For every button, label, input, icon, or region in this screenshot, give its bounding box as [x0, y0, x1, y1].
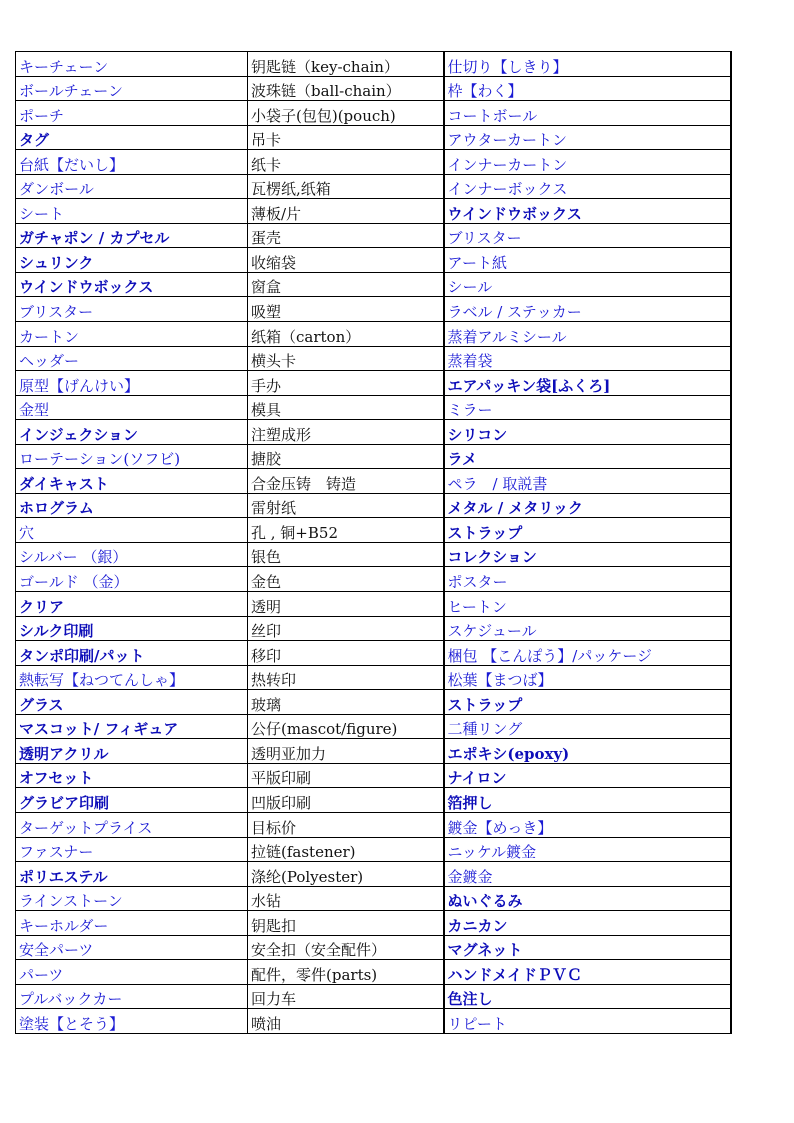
japanese-term-cell-right: ペラ / 取説書 — [444, 469, 731, 494]
chinese-term-cell: 吸塑 — [248, 297, 444, 322]
japanese-term-cell: ポーチ — [16, 101, 248, 126]
japanese-term-cell-right: 鍍金【めっき】 — [444, 812, 731, 837]
chinese-term-cell: 透明亚加力 — [248, 739, 444, 764]
japanese-term-cell: ブリスター — [16, 297, 248, 322]
chinese-term-cell: 吊卡 — [248, 125, 444, 150]
table-row — [16, 763, 731, 788]
chinese-term-cell: 公仔(mascot/figure) — [248, 714, 444, 739]
japanese-term-cell-right: ストラップ — [444, 690, 731, 715]
table-row — [16, 297, 731, 322]
japanese-term-cell-right: ぬいぐるみ — [444, 886, 731, 911]
chinese-term-cell: 薄板/片 — [248, 199, 444, 224]
japanese-term-cell: インジェクション — [16, 420, 248, 445]
chinese-term-cell: 水钻 — [248, 886, 444, 911]
table-row — [16, 592, 731, 617]
japanese-term-cell-right: アート紙 — [444, 248, 731, 273]
table-row — [16, 1009, 731, 1034]
japanese-term-cell-right: スケジュール — [444, 616, 731, 641]
table-row — [16, 616, 731, 641]
table-row — [16, 641, 731, 666]
japanese-term-cell-right: ミラー — [444, 395, 731, 420]
table-row — [16, 199, 731, 224]
japanese-term-cell-right: ハンドメイドＰＶＣ — [444, 960, 731, 985]
japanese-term-cell: パーツ — [16, 960, 248, 985]
chinese-term-cell: 玻璃 — [248, 690, 444, 715]
japanese-term-cell-right: 蒸着袋 — [444, 346, 731, 371]
japanese-term-cell: マスコット/ フィギュア — [16, 714, 248, 739]
chinese-term-cell: 透明 — [248, 592, 444, 617]
chinese-term-cell: 窗盒 — [248, 272, 444, 297]
chinese-term-cell: 配件，零件(parts) — [248, 960, 444, 985]
chinese-term-cell: 雷射纸 — [248, 493, 444, 518]
japanese-term-cell-right: ストラップ — [444, 518, 731, 543]
table-row — [16, 346, 731, 371]
chinese-term-cell: 搪胶 — [248, 444, 444, 469]
table-row — [16, 788, 731, 813]
japanese-term-cell-right: ナイロン — [444, 763, 731, 788]
table-row — [16, 469, 731, 494]
japanese-term-cell: ローテーション(ソフビ) — [16, 444, 248, 469]
japanese-term-cell: キーホルダー — [16, 911, 248, 936]
table-row — [16, 911, 731, 936]
table-row — [16, 101, 731, 126]
japanese-term-cell: カートン — [16, 322, 248, 347]
japanese-term-cell-right: 金鍍金 — [444, 862, 731, 887]
japanese-term-cell-right: 二種リング — [444, 714, 731, 739]
chinese-term-cell: 移印 — [248, 641, 444, 666]
japanese-term-cell: ホログラム — [16, 493, 248, 518]
japanese-term-cell-right: コレクション — [444, 542, 731, 567]
chinese-term-cell: 钥匙链（key-chain） — [248, 52, 444, 77]
table-row — [16, 371, 731, 396]
japanese-term-cell-right: ブリスター — [444, 223, 731, 248]
japanese-term-cell: ラインストーン — [16, 886, 248, 911]
chinese-term-cell: 瓦楞纸,纸箱 — [248, 174, 444, 199]
japanese-term-cell: ボールチェーン — [16, 76, 248, 101]
table-row — [16, 272, 731, 297]
chinese-term-cell: 喷油 — [248, 1009, 444, 1034]
japanese-term-cell: 熱転写【ねつてんしゃ】 — [16, 665, 248, 690]
table-row — [16, 444, 731, 469]
japanese-term-cell-right: インナーカートン — [444, 150, 731, 175]
table-row — [16, 248, 731, 273]
japanese-term-cell-right: インナーボックス — [444, 174, 731, 199]
chinese-term-cell: 安全扣（安全配件） — [248, 935, 444, 960]
table-row — [16, 739, 731, 764]
table-row — [16, 862, 731, 887]
japanese-term-cell-right: リピート — [444, 1009, 731, 1034]
japanese-term-cell-right: メタル / メタリック — [444, 493, 731, 518]
japanese-term-cell-right: 松葉【まつば】 — [444, 665, 731, 690]
glossary-body — [16, 52, 731, 1034]
japanese-term-cell-right: コートボール — [444, 101, 731, 126]
chinese-term-cell: 涤纶(Polyester) — [248, 862, 444, 887]
chinese-term-cell: 合金压铸 铸造 — [248, 469, 444, 494]
japanese-term-cell-right: 枠【わく】 — [444, 76, 731, 101]
table-row — [16, 76, 731, 101]
table-row — [16, 935, 731, 960]
chinese-term-cell: 拉链(fastener) — [248, 837, 444, 862]
chinese-term-cell: 金色 — [248, 567, 444, 592]
table-row — [16, 125, 731, 150]
japanese-term-cell-right: アウターカートン — [444, 125, 731, 150]
chinese-term-cell: 蛋壳 — [248, 223, 444, 248]
table-row — [16, 567, 731, 592]
chinese-term-cell: 钥匙扣 — [248, 911, 444, 936]
japanese-term-cell-right: 梱包 【こんぽう】/パッケージ — [444, 641, 731, 666]
japanese-term-cell: ヘッダー — [16, 346, 248, 371]
japanese-term-cell-right: カニカン — [444, 911, 731, 936]
chinese-term-cell: 收缩袋 — [248, 248, 444, 273]
japanese-term-cell-right: シリコン — [444, 420, 731, 445]
japanese-term-cell-right: シール — [444, 272, 731, 297]
japanese-term-cell: 原型【げんけい】 — [16, 371, 248, 396]
chinese-term-cell: 银色 — [248, 542, 444, 567]
chinese-term-cell: 横头卡 — [248, 346, 444, 371]
table-row — [16, 322, 731, 347]
chinese-term-cell: 纸箱（carton） — [248, 322, 444, 347]
glossary-table — [15, 51, 732, 1034]
japanese-term-cell: タンポ印刷/パット — [16, 641, 248, 666]
japanese-term-cell-right: マグネット — [444, 935, 731, 960]
chinese-term-cell: 孔 , 铜+B52 — [248, 518, 444, 543]
japanese-term-cell-right: 箔押し — [444, 788, 731, 813]
table-row — [16, 886, 731, 911]
japanese-term-cell-right: ラメ — [444, 444, 731, 469]
japanese-term-cell: グラビア印刷 — [16, 788, 248, 813]
japanese-term-cell: シルク印刷 — [16, 616, 248, 641]
table-row — [16, 837, 731, 862]
chinese-term-cell: 波珠链（ball-chain） — [248, 76, 444, 101]
japanese-term-cell: タグ — [16, 125, 248, 150]
japanese-term-cell: 台紙【だいし】 — [16, 150, 248, 175]
japanese-term-cell: ゴールド （金） — [16, 567, 248, 592]
japanese-term-cell: シュリンク — [16, 248, 248, 273]
japanese-term-cell: 金型 — [16, 395, 248, 420]
chinese-term-cell: 注塑成形 — [248, 420, 444, 445]
table-row — [16, 714, 731, 739]
japanese-term-cell-right: エポキシ(epoxy) — [444, 739, 731, 764]
table-row — [16, 984, 731, 1009]
japanese-term-cell: シート — [16, 199, 248, 224]
japanese-term-cell-right: ヒートン — [444, 592, 731, 617]
japanese-term-cell: オフセット — [16, 763, 248, 788]
japanese-term-cell-right: ラベル / ステッカー — [444, 297, 731, 322]
table-row — [16, 395, 731, 420]
japanese-term-cell: 塗装【とそう】 — [16, 1009, 248, 1034]
chinese-term-cell: 目标价 — [248, 812, 444, 837]
chinese-term-cell: 凹版印刷 — [248, 788, 444, 813]
japanese-term-cell: ガチャポン / カプセル — [16, 223, 248, 248]
chinese-term-cell: 手办 — [248, 371, 444, 396]
japanese-term-cell: 穴 — [16, 518, 248, 543]
japanese-term-cell: プルバックカー — [16, 984, 248, 1009]
table-row — [16, 690, 731, 715]
japanese-term-cell: クリア — [16, 592, 248, 617]
japanese-term-cell: 安全パーツ — [16, 935, 248, 960]
japanese-term-cell-right: 仕切り【しきり】 — [444, 52, 731, 77]
japanese-term-cell: ファスナー — [16, 837, 248, 862]
japanese-term-cell-right: ウインドウボックス — [444, 199, 731, 224]
table-row — [16, 420, 731, 445]
chinese-term-cell: 小袋子(包包)(pouch) — [248, 101, 444, 126]
table-row — [16, 960, 731, 985]
table-row — [16, 665, 731, 690]
japanese-term-cell: 透明アクリル — [16, 739, 248, 764]
japanese-term-cell: ダンボール — [16, 174, 248, 199]
japanese-term-cell-right: 色注し — [444, 984, 731, 1009]
chinese-term-cell: 平版印刷 — [248, 763, 444, 788]
japanese-term-cell: ウインドウボックス — [16, 272, 248, 297]
chinese-term-cell: 纸卡 — [248, 150, 444, 175]
table-row — [16, 174, 731, 199]
japanese-term-cell: ダイキャスト — [16, 469, 248, 494]
japanese-term-cell-right: 蒸着アルミシール — [444, 322, 731, 347]
table-row — [16, 150, 731, 175]
table-row — [16, 223, 731, 248]
japanese-term-cell-right: ニッケル鍍金 — [444, 837, 731, 862]
table-row — [16, 518, 731, 543]
table-row — [16, 542, 731, 567]
japanese-term-cell: ターゲットプライス — [16, 812, 248, 837]
japanese-term-cell: グラス — [16, 690, 248, 715]
table-row — [16, 493, 731, 518]
japanese-term-cell-right: ポスター — [444, 567, 731, 592]
chinese-term-cell: 热转印 — [248, 665, 444, 690]
table-row — [16, 812, 731, 837]
table-row — [16, 52, 731, 77]
japanese-term-cell: ポリエステル — [16, 862, 248, 887]
japanese-term-cell-right: エアパッキン袋[ふくろ] — [444, 371, 731, 396]
chinese-term-cell: 回力车 — [248, 984, 444, 1009]
chinese-term-cell: 模具 — [248, 395, 444, 420]
japanese-term-cell: シルバー （銀） — [16, 542, 248, 567]
chinese-term-cell: 丝印 — [248, 616, 444, 641]
japanese-term-cell: キーチェーン — [16, 52, 248, 77]
